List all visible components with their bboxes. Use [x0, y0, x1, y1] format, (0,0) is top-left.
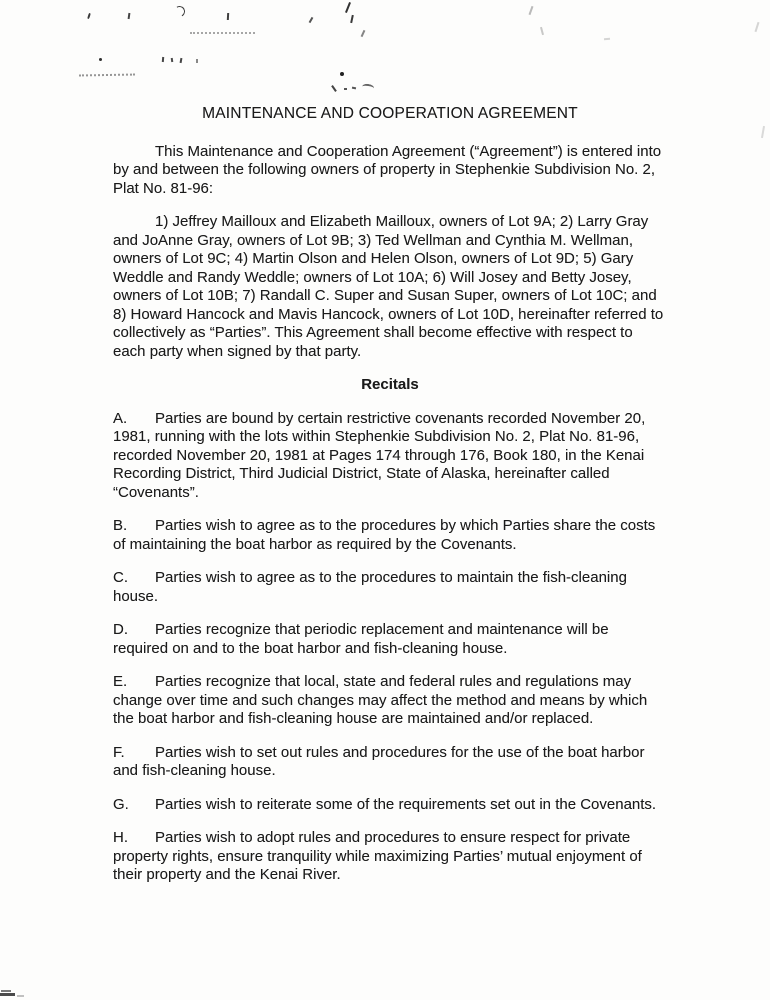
scan-artifact — [173, 5, 186, 18]
document-title: MAINTENANCE AND COOPERATION AGREEMENT — [202, 105, 578, 122]
recital-text: Parties recognize that local, state and federal rules and regulations may change over time and such changes may affect the method and means by which the boat harbor and fish-cleaning house are maintained and/or replaced. — [113, 673, 648, 727]
recital-text: Parties wish to agree as to the procedures by which Parties share the costs of maintaining the boat harbor as required by the Covenants. — [113, 517, 656, 553]
scan-artifact — [196, 59, 198, 63]
recital-label: B. — [113, 517, 128, 534]
recital-paragraph-d — [113, 621, 667, 658]
recital-paragraph-c — [113, 569, 667, 606]
recital-label: A. — [113, 409, 128, 427]
recital-label: E. — [113, 673, 128, 690]
scan-artifact — [344, 88, 347, 90]
scan-artifact — [309, 17, 314, 23]
scan-artifact — [350, 15, 354, 23]
parties-list-paragraph: 1) Jeffrey Mailloux and Elizabeth Mailloux, owners of Lot 9A; 2) Larry Gray and JoAnne Gray, owners of Lot 9B; 3) Ted Wellman and Cynthia M. Wellman, owners of Lot 9C; 4) Martin Olson and Helen Olson, owners of Lot 9D; 5) Gary Weddle and Randy Weddle; owners of Lot 10A; 6) Will Josey and Betty Josey, owners of Lot 10B; 7) Randall C. Super and Susan Super, owners of Lot 10C; and 8) Howard Hancock and Mavis Hancock, owners of Lot 10D, hereinafter referred to collectively as “Parties”. This Agreement shall become effective with respect to each party when signed by that party. — [113, 213, 664, 360]
scan-artifact — [99, 58, 102, 61]
recital-text: Parties recognize that periodic replacement and maintenance will be required on and to the boat harbor and fish-cleaning house. — [113, 621, 609, 657]
recital-label: H. — [113, 829, 128, 846]
scan-artifact — [755, 22, 760, 32]
scan-artifact — [362, 83, 375, 92]
recital-paragraph-a — [113, 410, 667, 503]
recital-label: F. — [113, 743, 125, 761]
recital-text: Parties wish to agree as to the procedures to maintain the fish-cleaning house. — [113, 569, 627, 605]
recital-paragraph-e — [113, 673, 667, 729]
scan-artifact — [171, 58, 174, 62]
scan-artifact — [761, 126, 765, 138]
scan-artifact — [340, 72, 344, 76]
scan-artifact — [87, 13, 91, 19]
recital-text: Parties wish to set out rules and procedures for the use of the boat harbor and fish-cleaning house. — [113, 743, 645, 779]
scan-artifact — [361, 30, 366, 37]
intro-paragraph: This Maintenance and Cooperation Agreement (“Agreement”) is entered into by and between the following owners of property in Stephenkie Subdivision No. 2, Plat No. 81-96: — [113, 142, 662, 197]
recital-label: D. — [113, 621, 128, 638]
scan-artifact — [604, 38, 610, 41]
scan-artifact — [162, 57, 164, 62]
recital-text: Parties wish to adopt rules and procedures to ensure respect for private property rights, ensure tranquility while maximizing Parties’ mutual enjoyment of their property and the Kenai River. — [113, 829, 642, 883]
section-heading-recitals: Recitals — [361, 376, 419, 393]
scan-artifact — [79, 74, 135, 77]
recital-paragraph-b — [113, 517, 667, 554]
scan-artifact — [17, 995, 24, 997]
recital-paragraph-f — [113, 744, 667, 781]
recital-text: Parties wish to reiterate some of the requirements set out in the Covenants. — [155, 795, 657, 813]
scan-artifact — [529, 6, 534, 15]
recital-label: G. — [113, 795, 129, 813]
scan-artifact — [540, 27, 544, 35]
scan-artifact — [345, 2, 351, 13]
scan-artifact — [227, 13, 229, 20]
recital-paragraph-g — [113, 796, 667, 815]
document-body — [113, 105, 667, 900]
recital-paragraph-h — [113, 829, 667, 885]
scan-artifact — [190, 32, 255, 34]
scan-artifact — [128, 13, 131, 19]
recital-text: Parties are bound by certain restrictive covenants recorded November 20, 1981, running with the lots within Stephenkie Subdivision No. 2, Plat No. 81-96, recorded November 20, 1981 at Pages 174 through 176, Book 180, in the Kenai Recording District, Third Judicial District, State of Alaska, hereinafter called “Covenants”. — [113, 409, 646, 501]
scan-artifact — [1, 990, 11, 992]
scan-artifact — [331, 85, 337, 92]
recital-label: C. — [113, 569, 128, 586]
scan-artifact — [352, 87, 356, 90]
scan-artifact — [180, 58, 183, 63]
scan-artifact — [0, 993, 15, 996]
